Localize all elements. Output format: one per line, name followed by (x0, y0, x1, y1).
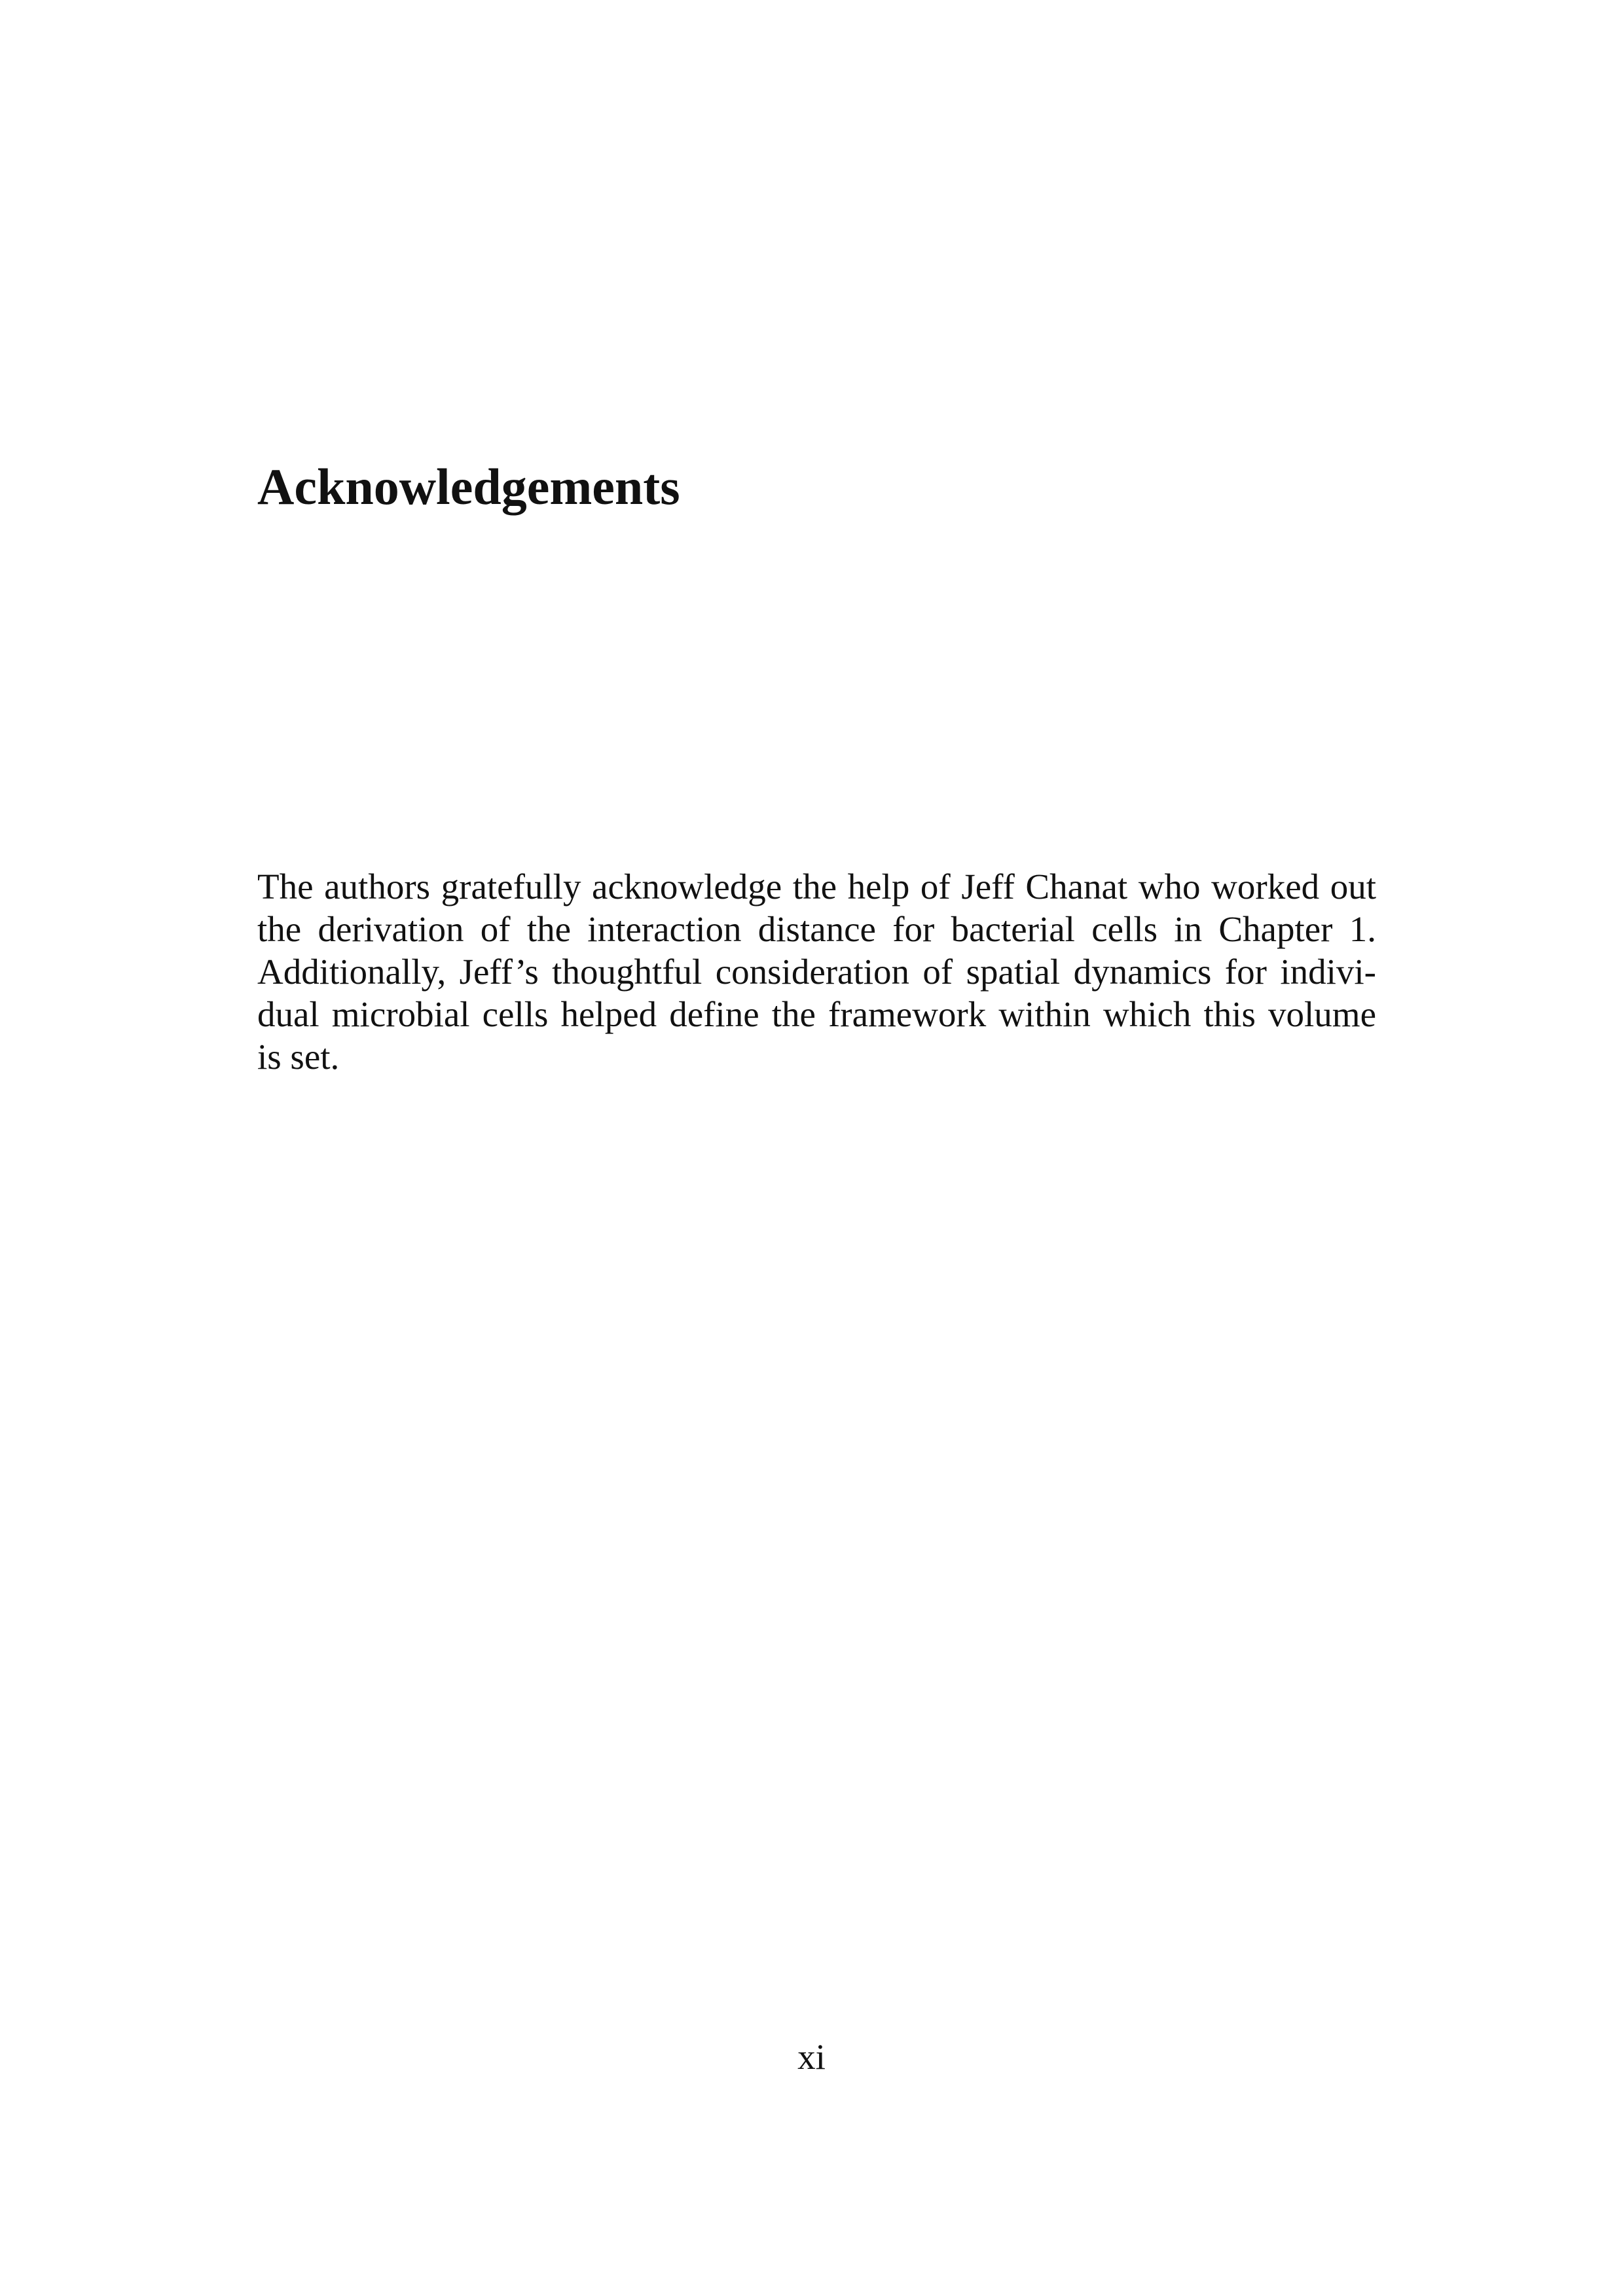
paragraph-line: the derivation of the interaction distance for bacterial cells in Chapter 1. (257, 909, 1376, 949)
page-number: xi (797, 2037, 826, 2077)
paragraph-line: dual microbial cells helped define the framework within which this volume (257, 994, 1376, 1034)
page-title: Acknowledgements (257, 458, 680, 515)
acknowledgements-paragraph (257, 865, 1376, 1078)
paragraph-line: The authors gratefully acknowledge the help of Jeff Chanat who worked out (257, 867, 1376, 906)
paragraph-line: Additionally, Jeff’s thoughtful consideration of spatial dynamics for indivi- (257, 952, 1376, 992)
paragraph-line: is set. (257, 1037, 340, 1077)
